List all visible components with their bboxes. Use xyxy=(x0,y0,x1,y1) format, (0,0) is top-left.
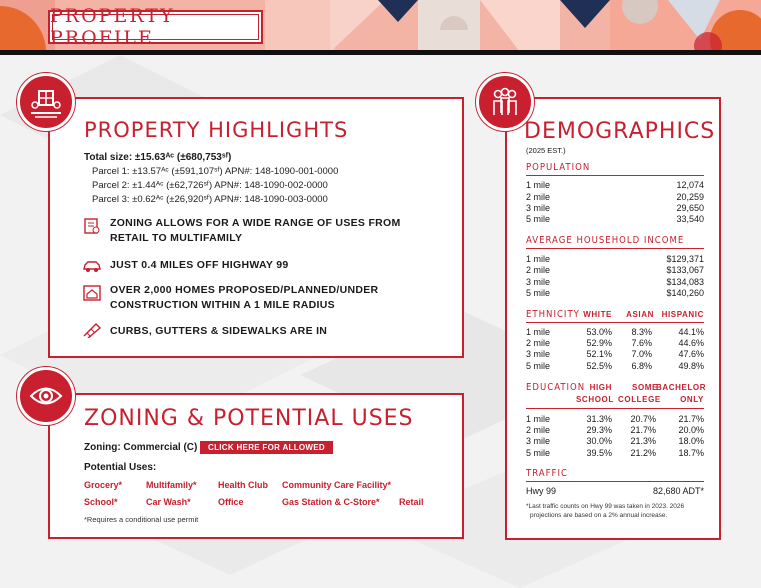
education-col-some-college xyxy=(618,382,661,406)
demographics-heading: DEMOGRAPHICS xyxy=(524,119,716,144)
row-value: 47.6% xyxy=(678,349,704,359)
document-icon xyxy=(82,218,102,234)
feature-curbs: CURBS, GUTTERS & SIDEWALKS ARE IN xyxy=(110,325,328,337)
use-multifamily: Multifamily* xyxy=(146,480,197,490)
row-label: Hwy 99 xyxy=(526,486,557,496)
zoning-line: Zoning: Commercial (C) xyxy=(84,442,198,453)
row-label: 3 mile xyxy=(526,349,551,359)
row-value: 18.0% xyxy=(678,436,704,446)
row-value: 33,540 xyxy=(676,214,704,224)
traffic-label: TRAFFIC xyxy=(526,468,568,479)
city-map-icon xyxy=(29,85,63,119)
row-value: 18.7% xyxy=(678,448,704,458)
row-value: 21.2% xyxy=(630,448,656,458)
education-label: EDUCATION xyxy=(526,382,586,393)
row-label: 1 mile xyxy=(526,180,551,190)
row-value: $134,083 xyxy=(666,277,704,287)
col-line: COLLEGE xyxy=(618,395,661,404)
allowed-uses-button[interactable]: CLICK HERE FOR ALLOWED USES xyxy=(200,441,333,454)
row-value: 52.5% xyxy=(586,361,612,371)
ethnicity-rule xyxy=(526,322,704,323)
row-label: 2 mile xyxy=(526,338,551,348)
row-value: 39.5% xyxy=(586,448,612,458)
parcel-1: Parcel 1: ±13.57ᴬᶜ (±591,107ˢᶠ) APN#: 148-1090-001-0000 xyxy=(92,166,339,177)
row-value: 7.0% xyxy=(631,349,652,359)
row-label: 5 mile xyxy=(526,361,551,371)
row-label: 1 mile xyxy=(526,254,551,264)
use-retail: Retail xyxy=(399,497,424,507)
row-label: 3 mile xyxy=(526,436,551,446)
row-label: 2 mile xyxy=(526,265,551,275)
row-value: 44.1% xyxy=(678,327,704,337)
ethnicity-label: ETHNICITY xyxy=(526,309,580,320)
income-label: AVERAGE HOUSEHOLD INCOME xyxy=(526,235,685,246)
header-banner xyxy=(0,0,761,52)
use-car-wash: Car Wash* xyxy=(146,497,191,507)
row-value: 29.3% xyxy=(586,425,612,435)
row-label: 5 mile xyxy=(526,214,551,224)
row-value: 52.1% xyxy=(586,349,612,359)
traffic-footnote-1: *Last traffic counts on Hwy 99 was taken in 2023. 2026 xyxy=(526,503,685,510)
use-grocery: Grocery* xyxy=(84,480,123,490)
population-row xyxy=(526,180,704,192)
row-value: $140,260 xyxy=(666,288,704,298)
row-value: 21.7% xyxy=(678,414,704,424)
feature-highway: JUST 0.4 MILES OFF HIGHWAY 99 xyxy=(110,259,289,271)
row-value: 20,259 xyxy=(676,192,704,202)
row-value: 30.0% xyxy=(586,436,612,446)
population-rule xyxy=(526,175,704,176)
col-line: ONLY xyxy=(680,395,704,404)
row-value: $129,371 xyxy=(666,254,704,264)
education-col-high-school xyxy=(576,382,612,406)
row-value: 53.0% xyxy=(586,327,612,337)
traffic-footnote-2: projections are based on a 2% annual increase. xyxy=(530,512,668,519)
eye-icon xyxy=(29,379,63,413)
ethnicity-col-hispanic: HISPANIC xyxy=(661,310,704,319)
ethnicity-col-asian: ASIAN xyxy=(626,310,654,319)
total-size: Total size: ±15.63ᴬᶜ (±680,753ˢᶠ) xyxy=(84,152,232,163)
income-rule xyxy=(526,248,704,249)
education-row xyxy=(526,436,704,448)
row-value: 8.3% xyxy=(631,327,652,337)
row-label: 3 mile xyxy=(526,203,551,213)
col-line: BACHELOR xyxy=(656,383,707,392)
parcel-2: Parcel 2: ±1.44ᴬᶜ (±62,726ˢᶠ) APN#: 148-1090-002-0000 xyxy=(92,180,328,191)
feature-zoning: ZONING ALLOWS FOR A WIDE RANGE OF USES FROM RETAIL TO MULTIFAMILY xyxy=(110,217,401,244)
use-office: Office xyxy=(218,497,244,507)
use-school: School* xyxy=(84,497,118,507)
demographics-subheading: (2025 EST.) xyxy=(526,146,566,155)
row-value: 7.6% xyxy=(631,338,652,348)
property-highlights-heading: PROPERTY HIGHLIGHTS xyxy=(84,118,349,142)
house-icon xyxy=(82,285,102,301)
ethnicity-row xyxy=(526,361,704,373)
traffic-row xyxy=(526,486,704,498)
zoning-footnote: *Requires a conditional use permit xyxy=(84,515,199,524)
zoning-badge xyxy=(17,367,75,425)
parcel-3: Parcel 3: ±0.62ᴬᶜ (±26,920ˢᶠ) APN#: 148-1090-003-0000 xyxy=(92,194,328,205)
row-value: 20.0% xyxy=(678,425,704,435)
curb-icon xyxy=(82,322,102,338)
row-label: 1 mile xyxy=(526,414,551,424)
row-value: 21.7% xyxy=(630,425,656,435)
page-title-box xyxy=(48,5,263,49)
row-value: 49.8% xyxy=(678,361,704,371)
use-health-club: Health Club xyxy=(218,480,269,490)
use-community-care: Community Care Facility* xyxy=(282,480,392,490)
row-value: 20.7% xyxy=(630,414,656,424)
col-line: SOME xyxy=(632,383,658,392)
row-value: 29,650 xyxy=(676,203,704,213)
feature-homes: OVER 2,000 HOMES PROPOSED/PLANNED/UNDER CONSTRUCTION WITHIN A 1 MILE RADIUS xyxy=(110,284,379,311)
row-label: 5 mile xyxy=(526,448,551,458)
potential-uses-label: Potential Uses: xyxy=(84,462,157,473)
education-col-bachelor xyxy=(656,382,707,406)
traffic-rule xyxy=(526,481,704,482)
row-value: $133,067 xyxy=(666,265,704,275)
education-rule xyxy=(526,408,704,409)
income-row xyxy=(526,265,704,277)
education-row xyxy=(526,448,704,460)
row-label: 1 mile xyxy=(526,327,551,337)
car-icon xyxy=(82,258,102,274)
zoning-heading: ZONING & POTENTIAL USES xyxy=(84,406,414,431)
row-label: 3 mile xyxy=(526,277,551,287)
row-value: 6.8% xyxy=(631,361,652,371)
row-value: 52.9% xyxy=(586,338,612,348)
row-label: 2 mile xyxy=(526,192,551,202)
people-icon xyxy=(488,85,522,119)
population-label: POPULATION xyxy=(526,162,591,173)
page-title: PROPERTY PROFILE xyxy=(50,5,175,49)
row-value: 31.3% xyxy=(586,414,612,424)
row-value: 82,680 ADT* xyxy=(652,486,704,496)
col-line: SCHOOL xyxy=(576,395,614,404)
row-value: 44.6% xyxy=(678,338,704,348)
row-value: 12,074 xyxy=(676,180,704,190)
population-row xyxy=(526,214,704,226)
row-value: 21.3% xyxy=(630,436,656,446)
row-label: 5 mile xyxy=(526,288,551,298)
col-line: HIGH xyxy=(589,383,612,392)
ethnicity-row xyxy=(526,349,704,361)
ethnicity-col-white: WHITE xyxy=(583,310,612,319)
use-gas-station: Gas Station & C-Store* xyxy=(282,497,380,507)
row-label: 2 mile xyxy=(526,425,551,435)
income-row xyxy=(526,288,704,300)
property-highlights-badge xyxy=(17,73,75,131)
